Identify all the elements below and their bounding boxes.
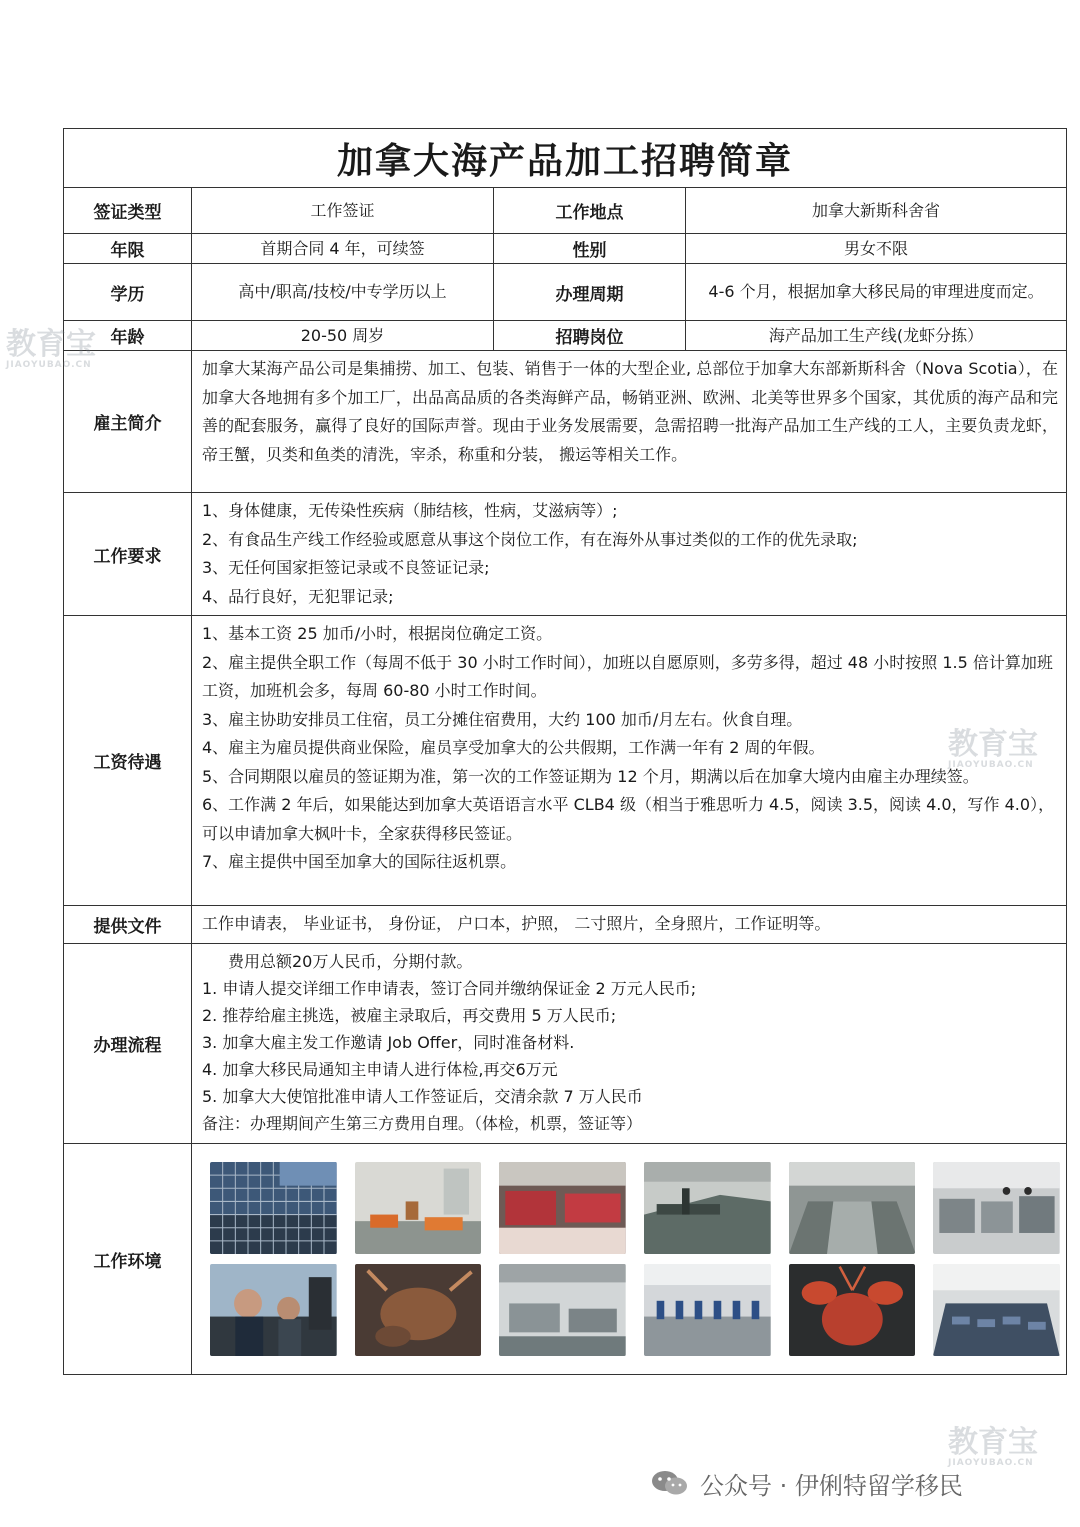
requirement-item: 2、有食品生产线工作经验或愿意从事这个岗位工作，有在海外从事过类似的工作的优先录取; bbox=[202, 529, 858, 549]
work-location-value: 加拿大新斯科舍省 bbox=[686, 188, 1067, 234]
position-label: 招聘岗位 bbox=[494, 321, 686, 351]
salary-item: 6、工作满 2 年后，如果能达到加拿大英语语言水平 CLB4 级（相当于雅思听力 4.5，阅读 3.5，阅读 4.0，写作 4.0）， 可以申请加拿大枫叶卡，全家获得移民签证。 bbox=[202, 795, 1055, 843]
process-item: 2. 推荐给雇主挑选，被雇主录取后，再交费用 5 万人民币; bbox=[202, 1006, 617, 1025]
footer bbox=[650, 1463, 963, 1503]
factory-interior-photo bbox=[499, 1264, 626, 1356]
term-value: 首期合同 4 年，可续签 bbox=[192, 234, 494, 264]
gender-value: 男女不限 bbox=[686, 234, 1067, 264]
gender-label: 性别 bbox=[494, 234, 686, 264]
documents-text: 工作申请表， 毕业证书， 身份证， 户口本，护照， 二寸照片，全身照片，工作证明等。 bbox=[192, 906, 1067, 944]
wechat-icon bbox=[650, 1468, 690, 1498]
salary-item: 7、雇主提供中国至加拿大的国际往返机票。 bbox=[202, 852, 517, 871]
red-lobster-photo bbox=[789, 1264, 916, 1356]
process-list bbox=[192, 944, 1067, 1144]
requirement-item: 1、身体健康，无传染性疾病（肺结核，性病，艾滋病等）; bbox=[202, 501, 618, 520]
processing-period-label: 办理周期 bbox=[494, 264, 686, 321]
process-item: 5. 加拿大大使馆批准申请人工作签证后，交清余款 7 万人民币 bbox=[202, 1087, 643, 1106]
workers-on-line-photo bbox=[644, 1264, 771, 1356]
process-label: 办理流程 bbox=[64, 944, 192, 1144]
footer-text: 公众号 · 伊俐特留学移民 bbox=[700, 1471, 963, 1500]
recruitment-table bbox=[63, 128, 1067, 1375]
requirement-item: 4、品行良好，无犯罪记录; bbox=[202, 586, 394, 606]
processing-line-photo bbox=[644, 1162, 771, 1254]
red-tank-facility-photo bbox=[499, 1162, 626, 1254]
age-label: 年龄 bbox=[64, 321, 192, 351]
salary-item: 2、雇主提供全职工作（每周不低于 30 小时工作时间），加班以自愿原则，多劳多得，超过 48 小时按照 1.5 倍计算加班工资，加班机会多，每周 60-80 小时工作时间。 bbox=[202, 652, 1053, 700]
salary-item: 1、基本工资 25 加币/小时，根据岗位确定工资。 bbox=[202, 624, 553, 643]
education-label: 学历 bbox=[64, 264, 192, 321]
age-value: 20-50 周岁 bbox=[192, 321, 494, 351]
lobster-closeup-photo bbox=[355, 1264, 482, 1356]
term-label: 年限 bbox=[64, 234, 192, 264]
process-note: 备注：办理期间产生第三方费用自理。（体检，机票，签证等） bbox=[202, 1114, 643, 1133]
process-item: 1. 申请人提交详细工作申请表，签订合同并缴纳保证金 2 万元人民币; bbox=[202, 979, 697, 998]
watermark-bottom: 教育宝 JIAOYUBAO.CN bbox=[948, 1425, 1038, 1468]
salary-list bbox=[192, 616, 1067, 906]
salary-item: 4、雇主为雇员提供商业保险，雇员享受加拿大的公共假期，工作满一年有 2 周的年假。 bbox=[202, 738, 825, 757]
documents-label: 提供文件 bbox=[64, 906, 192, 944]
employer-text: 加拿大某海产品公司是集捕捞、加工、包装、销售于一体的大型企业, 总部位于加拿大东部新斯科舍（Nova Scotia），在加拿大各地拥有多个加工厂，出品高品质的各类海鲜产品，畅销亚洲、欧洲、北美等世界多个国家，其优质的海产品和完善的配套服务，赢得了良好的国际声誉。现由于业务发展需要，急需招聘一批海产品加工生产线的工人，主要负责龙虾，帝王蟹，贝类和鱼类的清洗，宰杀，称重和分装， 搬运等相关工作。 bbox=[202, 359, 1059, 464]
visa-type-value: 工作签证 bbox=[192, 188, 494, 234]
salary-item: 5、合同期限以雇员的签证期为准，第一次的工作签证期为 12 个月，期满以后在加拿大境内由雇主办理续签。 bbox=[202, 766, 979, 786]
process-intro: 费用总额20万人民币，分期付款。 bbox=[228, 952, 473, 971]
tank-warehouse-photo bbox=[933, 1264, 1060, 1356]
salary-label: 工资待遇 bbox=[64, 616, 192, 906]
packing-hall-photo bbox=[789, 1162, 916, 1254]
boat-crew-photo bbox=[210, 1264, 337, 1356]
lobster-trap-stack-photo bbox=[210, 1162, 337, 1254]
processing-period-value: 4-6 个月，根据加拿大移民局的审理进度而定。 bbox=[686, 264, 1067, 321]
work-location-label: 工作地点 bbox=[494, 188, 686, 234]
salary-item: 3、雇主协助安排员工住宿，员工分摊住宿费用，大约 100 加币/月左右。伙食自理。 bbox=[202, 709, 803, 729]
process-item: 4. 加拿大移民局通知主申请人进行体检,再交6万元 bbox=[202, 1060, 558, 1079]
environment-label: 工作环境 bbox=[64, 1144, 192, 1375]
environment-photos bbox=[192, 1144, 1067, 1375]
page-title: 加拿大海产品加工招聘简章 bbox=[64, 129, 1067, 188]
education-value: 高中/职高/技校/中专学历以上 bbox=[192, 264, 494, 321]
seafood-tank-room-photo bbox=[355, 1162, 482, 1254]
requirements-label: 工作要求 bbox=[64, 493, 192, 616]
position-value: 海产品加工生产线(龙虾分拣） bbox=[686, 321, 1067, 351]
sorting-station-photo bbox=[933, 1162, 1060, 1254]
watermark-left: 教育宝 JIAOYUBAO.CN bbox=[6, 327, 96, 370]
requirements-list bbox=[192, 493, 1067, 616]
watermark-right: 教育宝 JIAOYUBAO.CN bbox=[948, 727, 1038, 770]
visa-type-label: 签证类型 bbox=[64, 188, 192, 234]
employer-intro bbox=[192, 351, 1067, 493]
process-item: 3. 加拿大雇主发工作邀请 Job Offer，同时准备材料. bbox=[202, 1033, 575, 1052]
employer-label: 雇主简介 bbox=[64, 351, 192, 493]
requirement-item: 3、无任何国家拒签记录或不良签证记录; bbox=[202, 558, 490, 577]
